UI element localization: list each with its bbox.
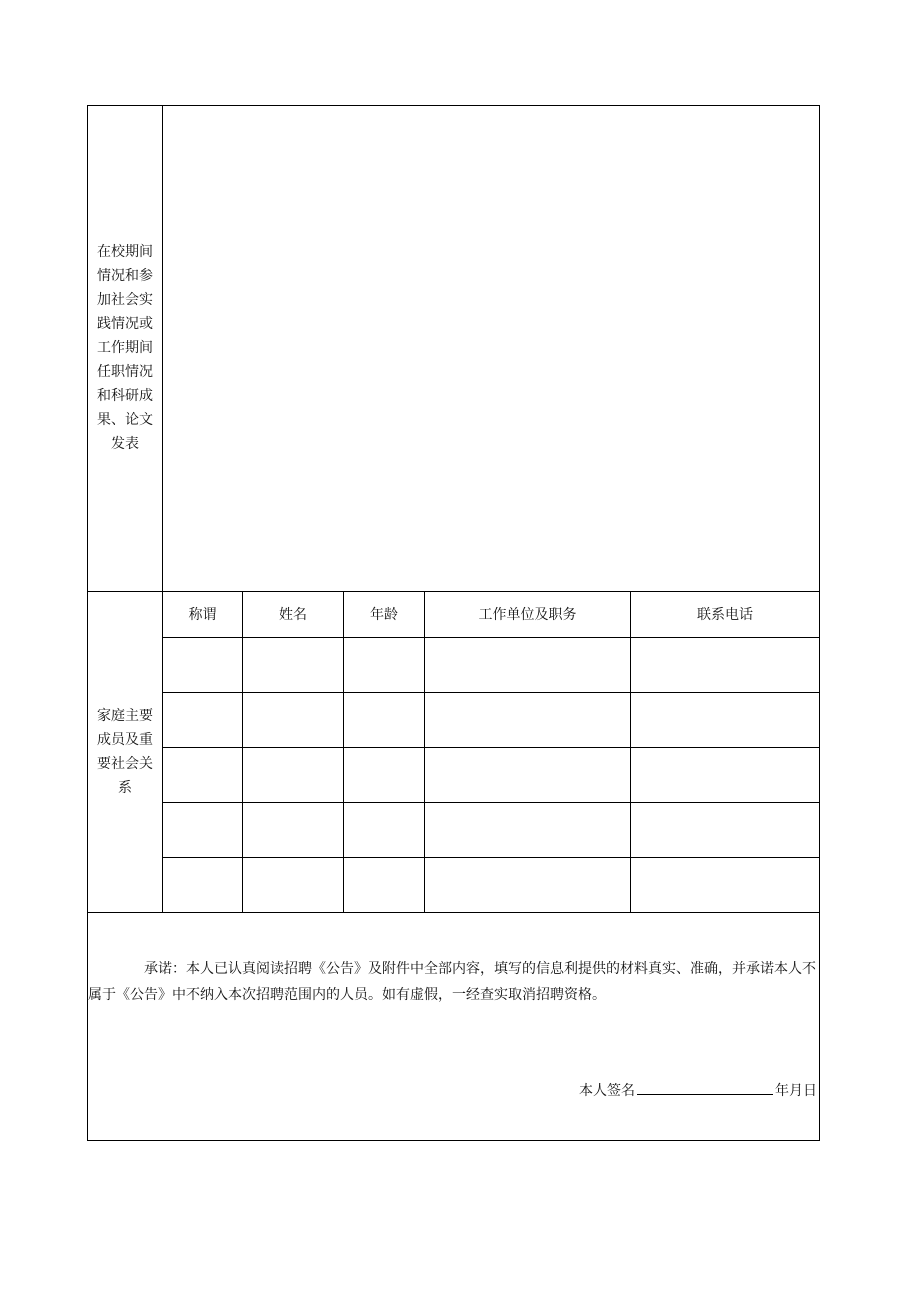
header-work: 工作单位及职务 [478,607,577,623]
label-line: 任职情况 [97,364,153,380]
activities-label [88,240,162,456]
family-row-4-field[interactable] [163,803,819,857]
label-line: 要社会关 [97,756,153,772]
label-line: 和科研成 [97,388,153,404]
signature-line [579,1080,817,1101]
signature-label: 本人签名 [579,1083,635,1099]
signature-field[interactable] [637,1080,773,1095]
label-line: 成员及重 [97,732,153,748]
header-age: 年龄 [370,607,398,623]
label-line: 在校期间 [97,244,153,260]
label-line: 情况和参 [97,268,153,284]
label-line: 果、论文 [97,412,153,428]
family-row-5-field[interactable] [163,858,819,912]
header-title: 称谓 [188,607,217,623]
label-line: 践情况或 [97,316,153,332]
label-line: 家庭主要 [97,708,153,724]
divider [88,912,819,913]
family-row-1-field[interactable] [163,638,819,692]
label-line: 发表 [111,436,139,452]
label-line: 工作期间 [97,340,153,356]
label-line: 系 [118,780,132,796]
application-form-table [87,105,820,1141]
family-row-2-field[interactable] [163,693,819,747]
header-name: 姓名 [279,607,307,623]
family-label [88,704,162,800]
pledge-text: 承诺：本人已认真阅读招聘《公告》及附件中全部内容，填写的信息利提供的材料真实、准确，并承诺本人不属于《公告》中不纳入本次招聘范围内的人员。如有虚假，一经查实取消招聘资格。 [88,961,816,1003]
label-line: 加社会实 [97,292,153,308]
header-phone: 联系电话 [697,607,753,623]
family-row-3-field[interactable] [163,748,819,802]
activities-content-field[interactable] [163,106,819,591]
date-label: 年月日 [775,1083,817,1099]
